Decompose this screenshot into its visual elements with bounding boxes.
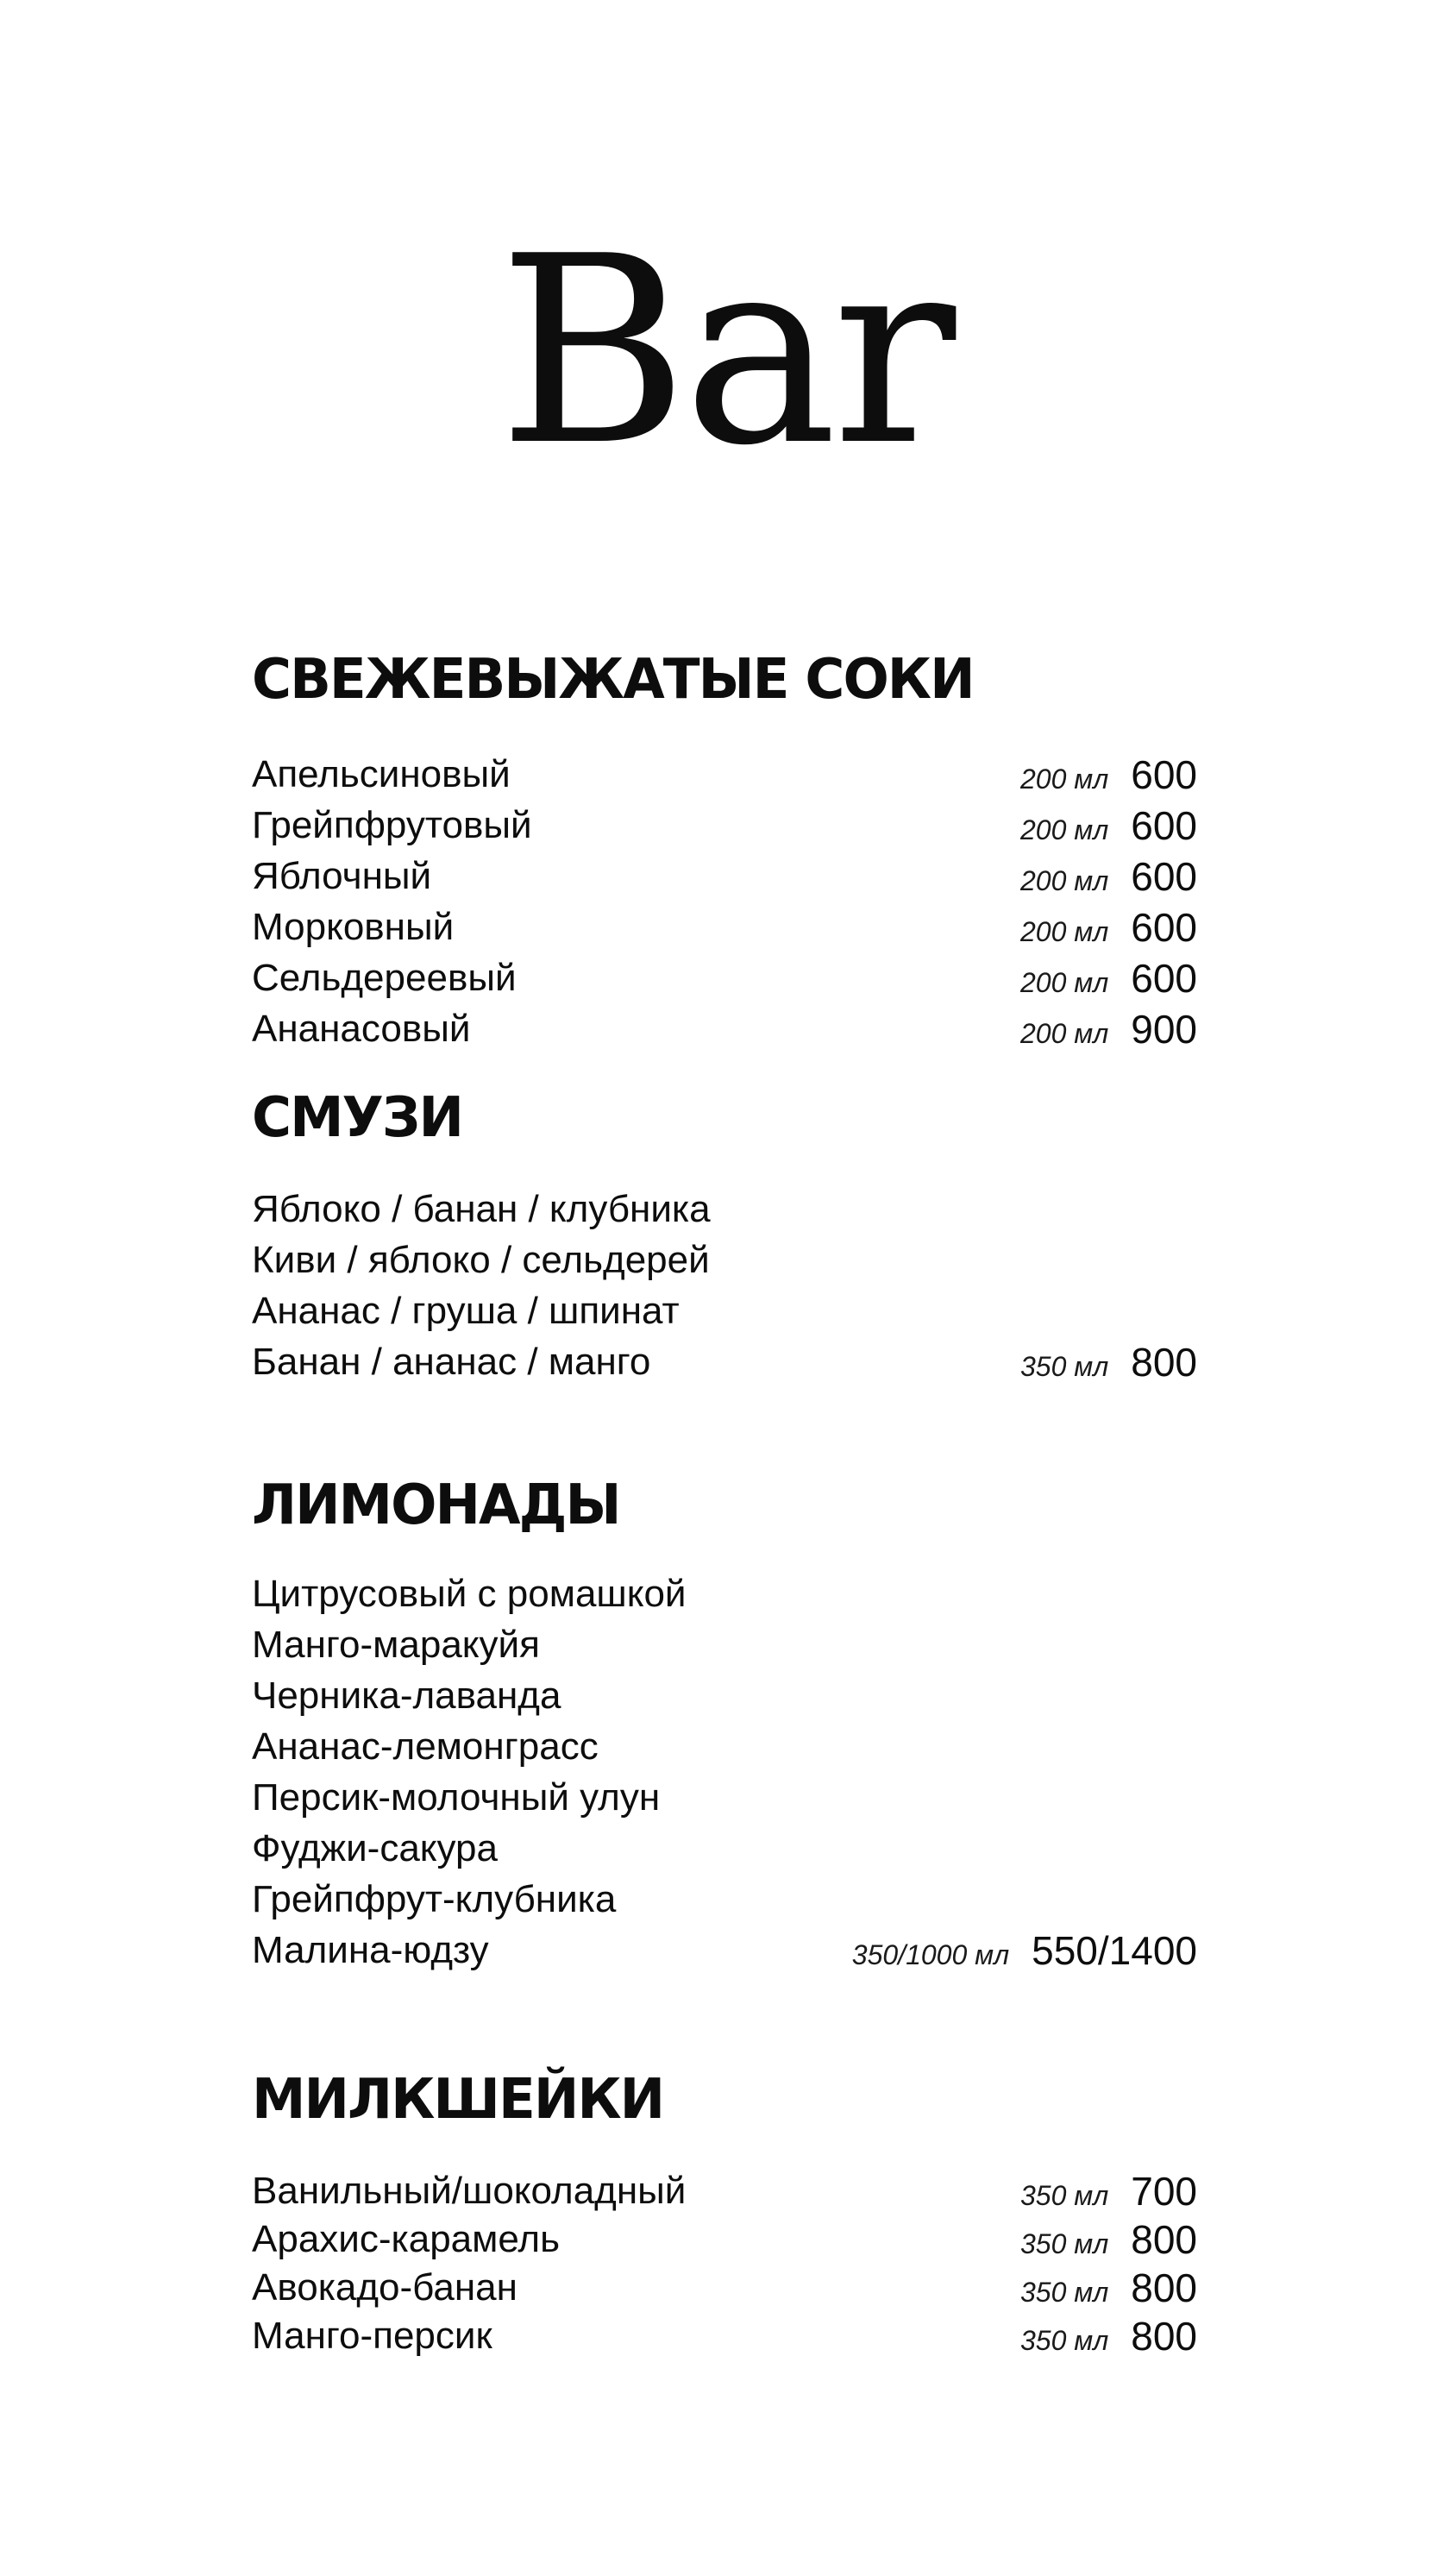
item-price-group (1020, 2167, 1197, 2215)
menu-item (252, 2215, 1197, 2264)
item-name: Фуджи-сакура (252, 1827, 498, 1869)
item-name: Морковный (252, 906, 455, 948)
section-title-smoothies: СМУЗИ (252, 1086, 463, 1150)
item-price: 700 (1131, 2169, 1197, 2214)
item-name: Сельдереевый (252, 957, 517, 999)
item-price: 800 (1131, 2314, 1197, 2359)
item-price: 600 (1131, 803, 1197, 848)
menu-item (252, 1005, 1197, 1053)
item-volume: 350/1000 мл (851, 1939, 1010, 1970)
item-volume: 350 мл (1019, 2228, 1109, 2259)
item-name: Ананас / груша / шпинат (252, 1290, 680, 1332)
menu-item (252, 954, 1197, 1002)
item-price: 600 (1131, 905, 1197, 950)
item-price-group (852, 1926, 1197, 1975)
menu-item (252, 1926, 1197, 1975)
item-name: Грейпфрутовый (252, 804, 532, 846)
menu-item (252, 1236, 1197, 1285)
item-price-group (1020, 2312, 1197, 2360)
item-price: 550/1400 (1032, 1928, 1197, 1973)
item-volume: 350 мл (1019, 2277, 1109, 2308)
item-name: Яблочный (252, 855, 432, 897)
item-price: 800 (1131, 1340, 1197, 1385)
item-name: Черника-лаванда (252, 1674, 561, 1717)
item-price: 600 (1131, 956, 1197, 1001)
item-name: Киви / яблоко / сельдерей (252, 1239, 710, 1281)
item-price: 800 (1131, 2217, 1197, 2262)
menu-item (252, 903, 1197, 952)
item-name: Яблоко / банан / клубника (252, 1188, 711, 1230)
section-title-lemonades: ЛИМОНАДЫ (252, 1473, 620, 1537)
item-name: Апельсиновый (252, 753, 511, 795)
menu-item (252, 1774, 1197, 1822)
item-name: Ванильный/шоколадный (252, 2170, 687, 2212)
section-title-milkshakes: МИЛКШЕЙКИ (252, 2068, 664, 2132)
menu-title: Bar (498, 201, 951, 502)
menu-item (252, 1875, 1197, 1924)
menu-item (252, 801, 1197, 850)
item-price: 600 (1131, 854, 1197, 899)
item-volume: 200 мл (1019, 865, 1109, 896)
item-volume: 200 мл (1019, 814, 1109, 845)
item-price-group (1020, 2215, 1197, 2264)
menu-item (252, 1338, 1197, 1386)
item-name: Ананасовый (252, 1008, 471, 1050)
menu-item (252, 1825, 1197, 1873)
menu-item (252, 1185, 1197, 1234)
item-price-group (1020, 903, 1197, 952)
item-name: Ананас-лемонграсс (252, 1725, 599, 1768)
item-price-group (1020, 954, 1197, 1002)
item-name: Малина-юдзу (252, 1929, 489, 1971)
item-volume: 200 мл (1019, 967, 1109, 998)
menu-item (252, 2264, 1197, 2312)
item-price-group (1020, 1005, 1197, 1053)
item-volume: 200 мл (1019, 763, 1109, 795)
item-name: Цитрусовый с ромашкой (252, 1573, 687, 1615)
item-name: Арахис-карамель (252, 2218, 561, 2260)
item-name: Авокадо-банан (252, 2266, 518, 2309)
menu-item (252, 2167, 1197, 2215)
item-price-group (1020, 751, 1197, 799)
menu-item (252, 1570, 1197, 1618)
item-name: Банан / ананас / манго (252, 1341, 651, 1383)
menu-item (252, 1672, 1197, 1720)
item-volume: 350 мл (1019, 2180, 1109, 2211)
menu-item (252, 2312, 1197, 2360)
item-price: 900 (1131, 1007, 1197, 1052)
item-price-group (1020, 852, 1197, 901)
item-name: Манго-персик (252, 2315, 492, 2357)
menu-item (252, 852, 1197, 901)
menu-item (252, 1621, 1197, 1669)
item-volume: 350 мл (1019, 2325, 1109, 2356)
menu-item (252, 751, 1197, 799)
item-volume: 350 мл (1019, 1351, 1109, 1382)
menu-item (252, 1287, 1197, 1335)
item-price-group (1020, 1338, 1197, 1386)
item-price-group (1020, 2264, 1197, 2312)
item-price-group (1020, 801, 1197, 850)
item-price: 600 (1131, 752, 1197, 797)
item-name: Манго-маракуйя (252, 1624, 540, 1666)
section-title-juices: СВЕЖЕВЫЖАТЫЕ СОКИ (252, 648, 974, 712)
item-name: Грейпфрут-клубника (252, 1878, 617, 1920)
item-volume: 200 мл (1019, 916, 1109, 947)
item-name: Персик-молочный улун (252, 1776, 661, 1819)
item-volume: 200 мл (1019, 1018, 1109, 1049)
item-price: 800 (1131, 2265, 1197, 2310)
menu-item (252, 1723, 1197, 1771)
